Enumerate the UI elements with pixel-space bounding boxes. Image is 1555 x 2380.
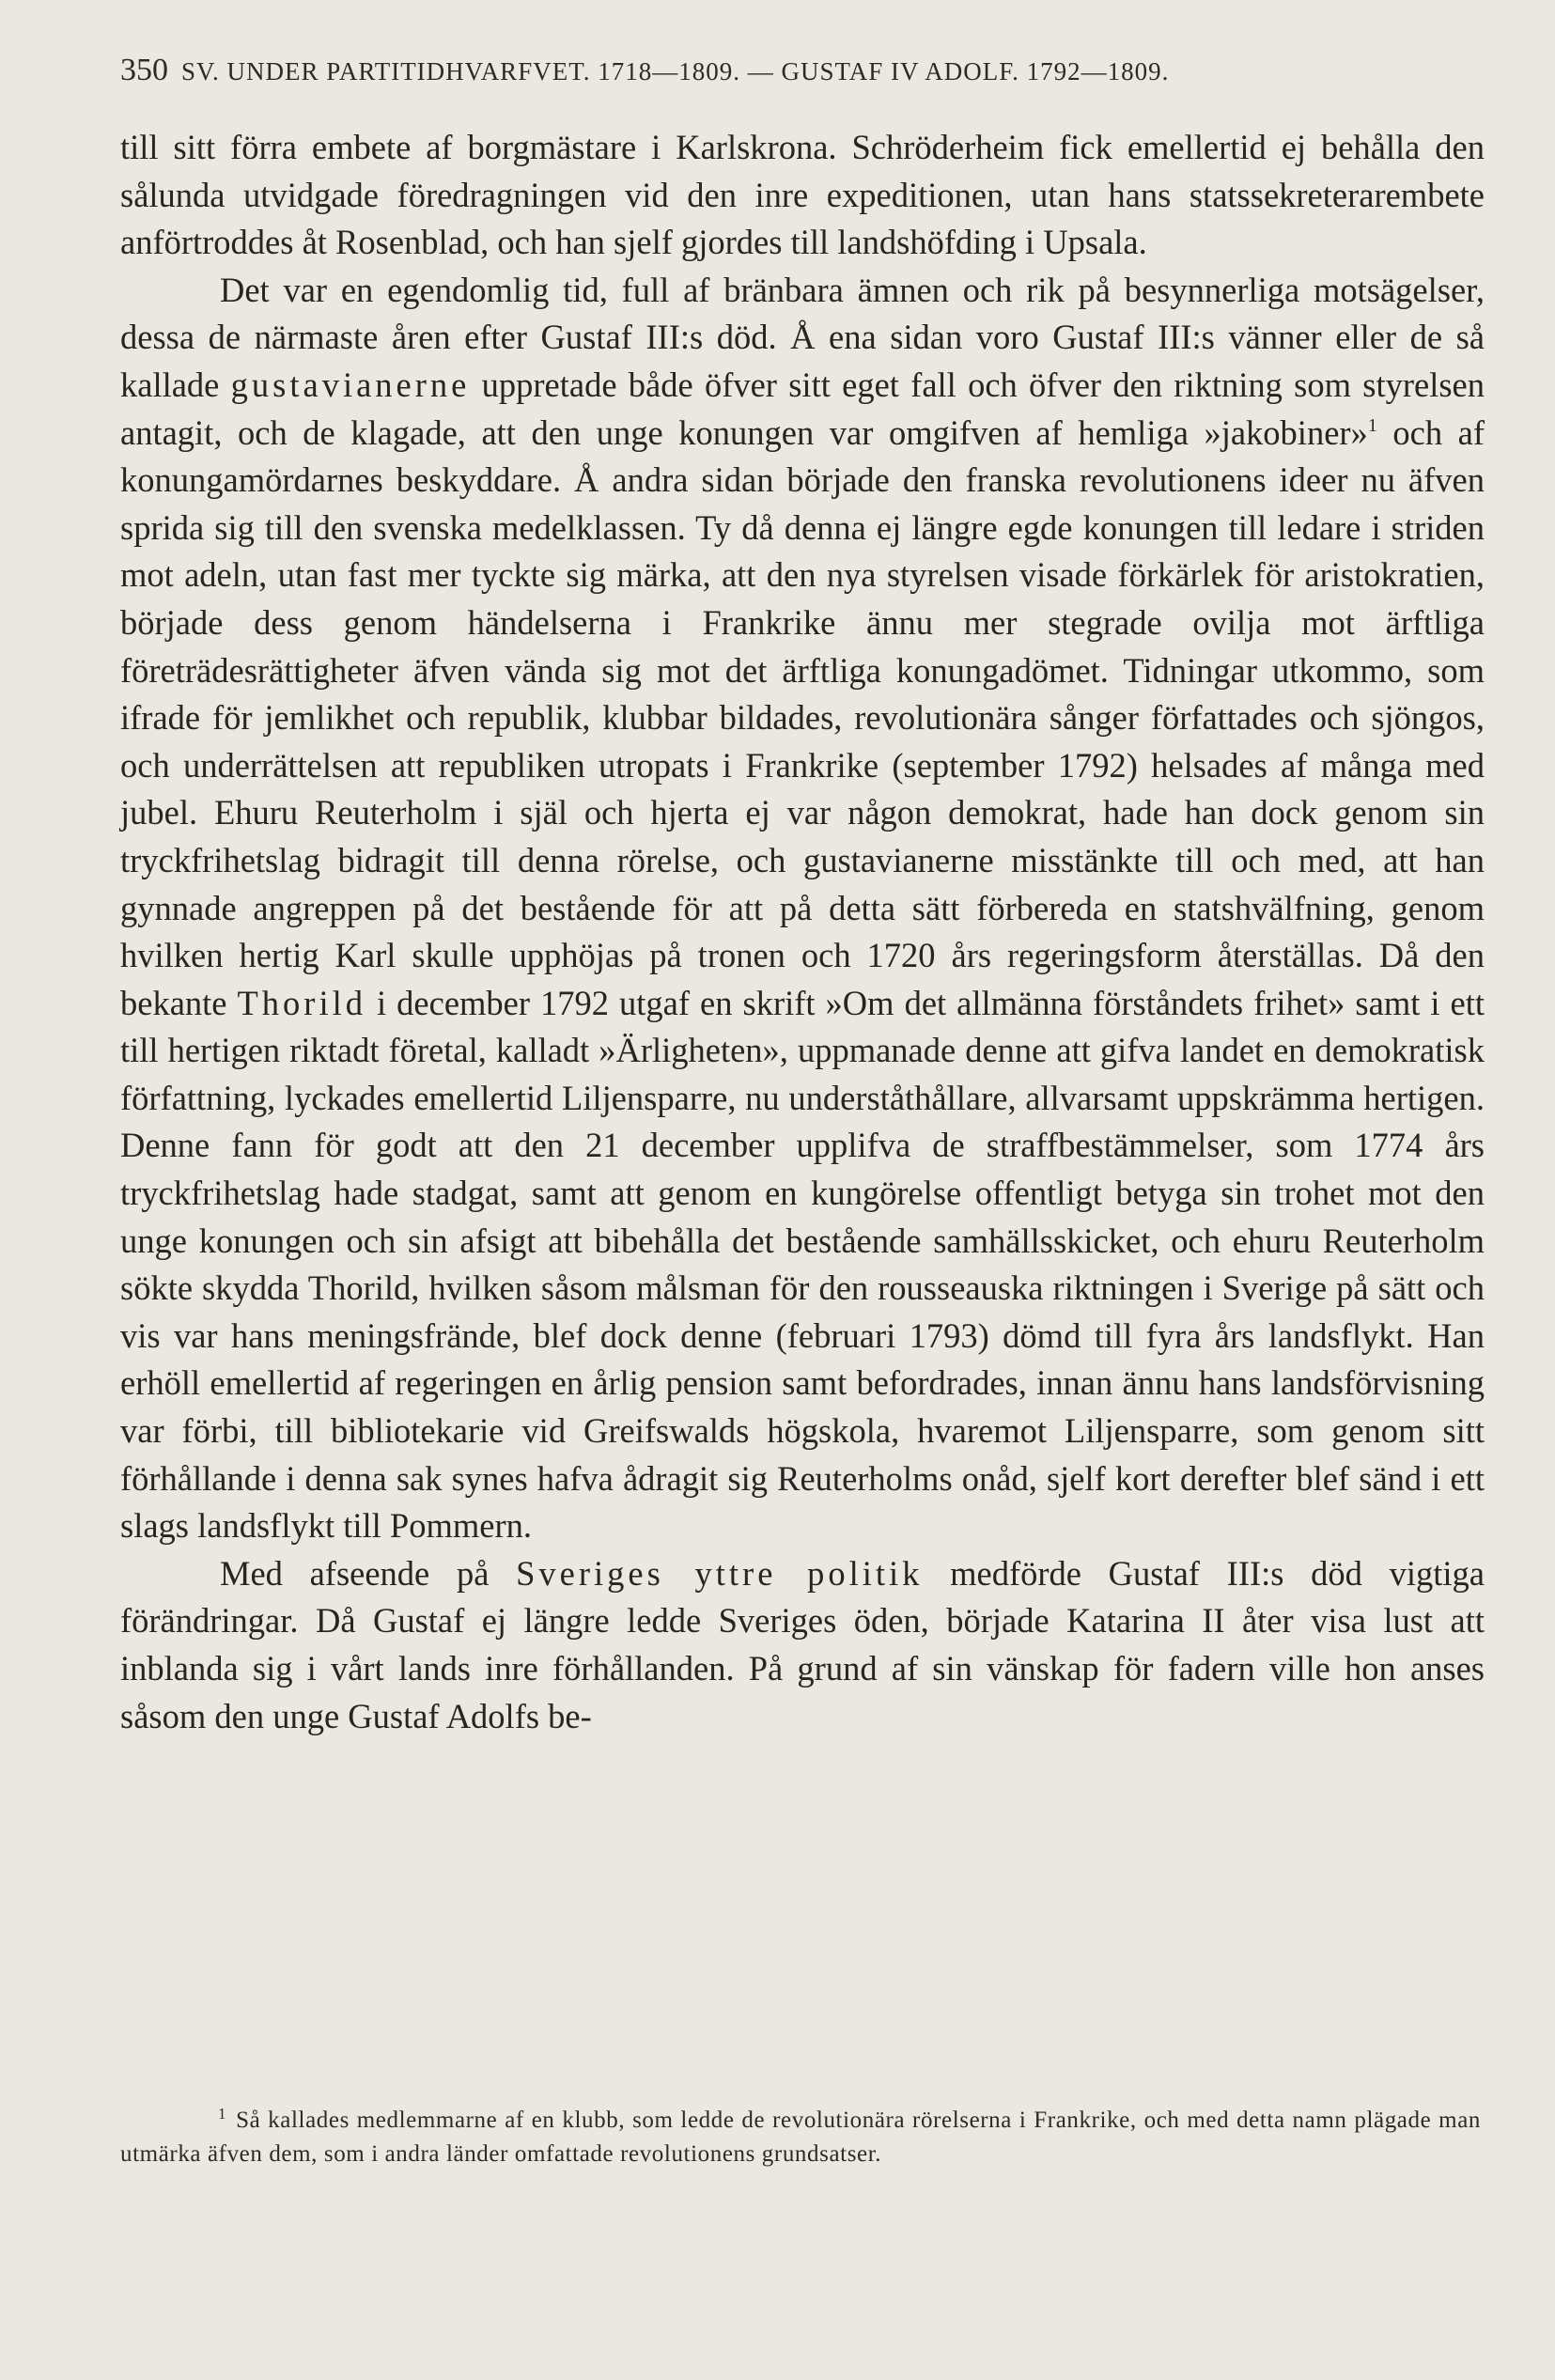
- body-text: [120, 124, 1485, 1740]
- paragraph-text: i december 1792 utgaf en skrift »Om det allmänna förståndets frihet» samt i ett till hertigen riktadt företal, kalladt »Ärligheten», uppmanade denne att gifva landet en demokratisk författning, lyckades emellertid Liljensparre, nu underståthållare, allvarsamt uppskrämma hertigen. Denne fann för godt att den 21 december upplifva de straffbestämmelser, som 1774 års tryckfrihetslag hade stadgat, samt att genom en kungörelse offentligt betyga sin trohet mot den unge konungen och sin afsigt att bibehålla det bestående samhällsskicket, och ehuru Reuterholm sökte skydda Thorild, hvilken såsom målsman för den rousseauska riktningen i Sverige på sätt och vis var hans meningsfrände, blef dock denne (februari 1793) dömd till fyra års landsflykt. Han erhöll emellertid af regeringen en årlig pension samt befordrades, innan ännu hans landsförvisning var förbi, till bibliotekarie vid Greifswalds högskola, hvaremot Liljensparre, som genom sitt förhållande i denna sak synes hafva ådragit sig Reuterholms onåd, sjelf kort derefter blef sänd i ett slags landsflykt till Pommern.: [120, 983, 1485, 1546]
- paragraph-text: medförde Gustaf III:s död vigtiga förändringar. Då Gustaf ej längre ledde Sveriges öden, började Katarina II åter visa lust att inblanda sig i vårt lands inre förhållanden. På grund af sin vänskap för fadern ville hon anses såsom den unge Gustaf Adolfs be-: [120, 1553, 1485, 1735]
- paragraph-3: [120, 1550, 1485, 1740]
- paragraph-text: till sitt förra embete af borgmästare i Karlskrona. Schröderheim fick emellertid ej behålla den sålunda utvidgade föredragningen vid den inre expeditionen, utan hans statssekreterarembete anförtroddes åt Rosenblad, och han sjelf gjordes till landshöfding i Upsala.: [120, 128, 1485, 262]
- running-head: [120, 53, 1473, 88]
- footnote-text: Så kallades medlemmarne af en klubb, som ledde de revolutionära rörelserna i Frankrike, och med detta namn plägade man utmärka äfven dem, som i andra länder omfattade revolutionens grundsatser.: [120, 2108, 1481, 2167]
- paragraph-1: [120, 124, 1485, 267]
- footnote-reference: 1: [1367, 414, 1377, 436]
- spaced-term: gustavianerne: [230, 365, 471, 404]
- paragraph-text: Med afseende på: [220, 1553, 517, 1593]
- paragraph-text: uppretade både öfver sitt eget fall och öfver den riktning som styrelsen antagit, och de klagade, att den unge konungen var omgifven af hemliga »jakobiner»: [120, 365, 1485, 452]
- footnote: [120, 2097, 1481, 2171]
- running-title: SV. UNDER PARTITIDHVARFVET. 1718—1809. — GUSTAF IV ADOLF. 1792—1809.: [181, 57, 1170, 86]
- paragraph-text: Det var en egendomlig tid, full af bränbara ämnen och rik på besynnerliga motsägelser, dessa de närmaste åren efter Gustaf III:s död. Å ena sidan voro Gustaf III:s vänner eller de så kallade: [120, 270, 1485, 404]
- paragraph-2: [120, 267, 1485, 1550]
- spaced-term: Sveriges yttre politik: [516, 1553, 924, 1593]
- spaced-term: Thorild: [237, 983, 366, 1022]
- paragraph-text: och af konungamördarnes beskyddare. Å andra sidan började den franska revolutionens ideer nu äfven sprida sig till den svenska medelklassen. Ty då denna ej längre egde konungen till ledare i striden mot adeln, utan fast mer tyckte sig märka, att den nya styrelsen visade förkärlek för aristokratien, började dess genom händelserna i Frankrike ännu mer stegrade ovilja mot ärftliga företrädesrättigheter äfven vända sig mot det ärftliga konungadömet. Tidningar utkommo, som ifrade för jemlikhet och republik, klubbar bildades, revolutionära sånger författades och sjöngos, och underrättelsen att republiken utropats i Frankrike (september 1792) helsades af många med jubel. Ehuru Reuterholm i själ och hjerta ej var någon demokrat, hade han dock genom sin tryckfrihetslag bidragit till denna rörelse, och gustavianerne misstänkte till och med, att han gynnade angreppen på det bestående för att på detta sätt förbereda en statshvälfning, genom hvilken hertig Karl skulle upphöjas på tronen och 1720 års regeringsform återställas. Då den bekante: [120, 412, 1485, 1022]
- page-number: 350: [120, 53, 168, 87]
- footnote-mark: 1: [218, 2105, 227, 2123]
